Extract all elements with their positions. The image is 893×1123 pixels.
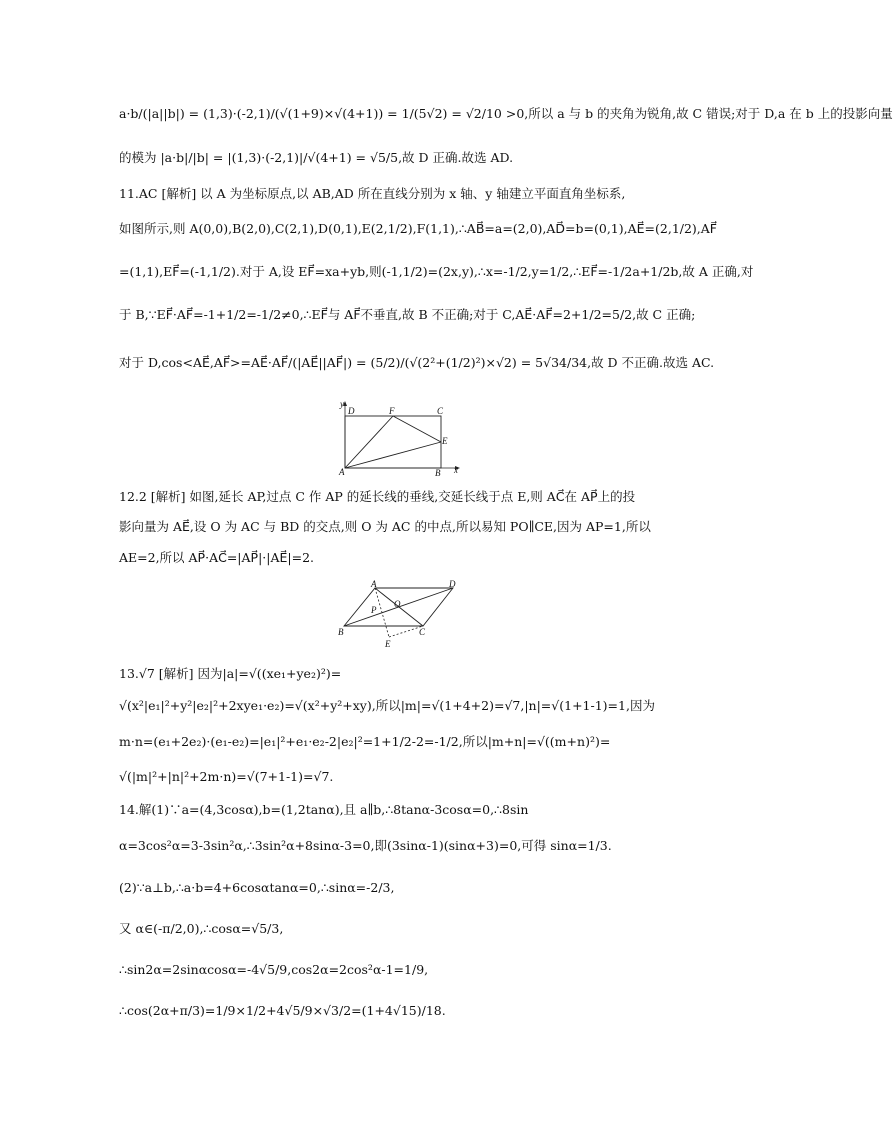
- text-line: a·b/(|a||b|) = (1,3)·(-2,1)/(√(1+9)×√(4+1)) = 1/(5√2) = √2/10 >0,所以 a 与 b 的夹角为锐角,故 C 错误;对于 D,a 在 b 上的投影向量: [119, 106, 893, 121]
- label-C: C: [419, 627, 426, 637]
- text-line: 影向量为 AE⃗,设 O 为 AC 与 BD 的交点,则 O 为 AC 的中点,所以易知 PO∥CE,因为 AP=1,所以: [119, 519, 651, 534]
- label-B: B: [338, 627, 344, 637]
- rectangle-ABCD: [345, 416, 441, 468]
- text-line: AE=2,所以 AP⃗·AC⃗=|AP⃗|·|AE⃗|=2.: [119, 550, 315, 565]
- text-line: 12.2 [解析] 如图,延长 AP,过点 C 作 AP 的延长线的垂线,交延长线于点 E,则 AC⃗在 AP⃗上的投: [119, 489, 636, 504]
- text-line: 如图所示,则 A(0,0),B(2,0),C(2,1),D(0,1),E(2,1/2),F(1,1),∴AB⃗=a=(2,0),AD⃗=b=(0,1),AE⃗=(2,1/2),AF⃗: [119, 221, 717, 236]
- label-F: F: [389, 406, 395, 416]
- text-line: 11.AC [解析] 以 A 为坐标原点,以 AB,AD 所在直线分别为 x 轴、y 轴建立平面直角坐标系,: [119, 186, 626, 201]
- text-line: 的模为 |a·b|/|b| = |(1,3)·(-2,1)|/√(4+1) = √5/5,故 D 正确.故选 AD.: [119, 150, 514, 165]
- text-line: 于 B,∵EF⃗·AF⃗=-1+1/2=-1/2≠0,∴EF⃗与 AF⃗不垂直,故 B 不正确;对于 C,AE⃗·AF⃗=2+1/2=5/2,故 C 正确;: [119, 307, 696, 322]
- text-line: 对于 D,cos<AE⃗,AF⃗>=AE⃗·AF⃗/(|AE⃗||AF⃗|) = (5/2)/(√(2²+(1/2)²)×√2) = 5√34/34,故 D 不正确.故选 AC.: [119, 355, 715, 370]
- label-B: B: [435, 468, 441, 478]
- text-line: √(|m|²+|n|²+2m·n)=√(7+1-1)=√7.: [119, 769, 334, 784]
- text-line: =(1,1),EF⃗=(-1,1/2).对于 A,设 EF⃗=xa+yb,则(-1,1/2)=(2x,y),∴x=-1/2,y=1/2,∴EF⃗=-1/2a+1/2b,故 A 正确,对: [119, 264, 754, 279]
- text-line: m·n=(e₁+2e₂)·(e₁-e₂)=|e₁|²+e₁·e₂-2|e₂|²=1+1/2-2=-1/2,所以|m+n|=√((m+n)²)=: [119, 734, 611, 749]
- label-A: A: [371, 579, 377, 589]
- label-x: x: [454, 465, 458, 475]
- label-E: E: [442, 436, 448, 446]
- text-line: 又 α∈(-π/2,0),∴cosα=√5/3,: [119, 921, 284, 936]
- text-line: (2)∵a⊥b,∴a·b=4+6cosαtanα=0,∴sinα=-2/3,: [119, 880, 395, 895]
- label-y: y: [340, 399, 344, 409]
- text-line: √(x²|e₁|²+y²|e₂|²+2xye₁·e₂)=√(x²+y²+xy),所以|m|=√(1+4+2)=√7,|n|=√(1+1-1)=1,因为: [119, 698, 655, 713]
- text-line: 14.解(1)∵a=(4,3cosα),b=(1,2tanα),且 a∥b,∴8tanα-3cosα=0,∴8sin: [119, 802, 529, 817]
- text-line: ∴sin2α=2sinαcosα=-4√5/9,cos2α=2cos²α-1=1/9,: [119, 962, 429, 977]
- parallelogram-figure: [335, 581, 465, 651]
- label-E: E: [385, 639, 391, 649]
- label-P: P: [371, 605, 377, 615]
- label-A: A: [339, 467, 345, 477]
- label-C: C: [437, 406, 444, 416]
- label-O: O: [394, 599, 401, 609]
- coordinate-figure: [330, 398, 465, 478]
- text-line: α=3cos²α=3-3sin²α,∴3sin²α+8sinα-3=0,即(3sinα-1)(sinα+3)=0,可得 sinα=1/3.: [119, 838, 612, 853]
- text-line: ∴cos(2α+π/3)=1/9×1/2+4√5/9×√3/2=(1+4√15)/18.: [119, 1003, 446, 1018]
- label-D: D: [449, 579, 456, 589]
- label-D: D: [348, 406, 355, 416]
- text-line: 13.√7 [解析] 因为|a|=√((xe₁+ye₂)²)=: [119, 666, 342, 681]
